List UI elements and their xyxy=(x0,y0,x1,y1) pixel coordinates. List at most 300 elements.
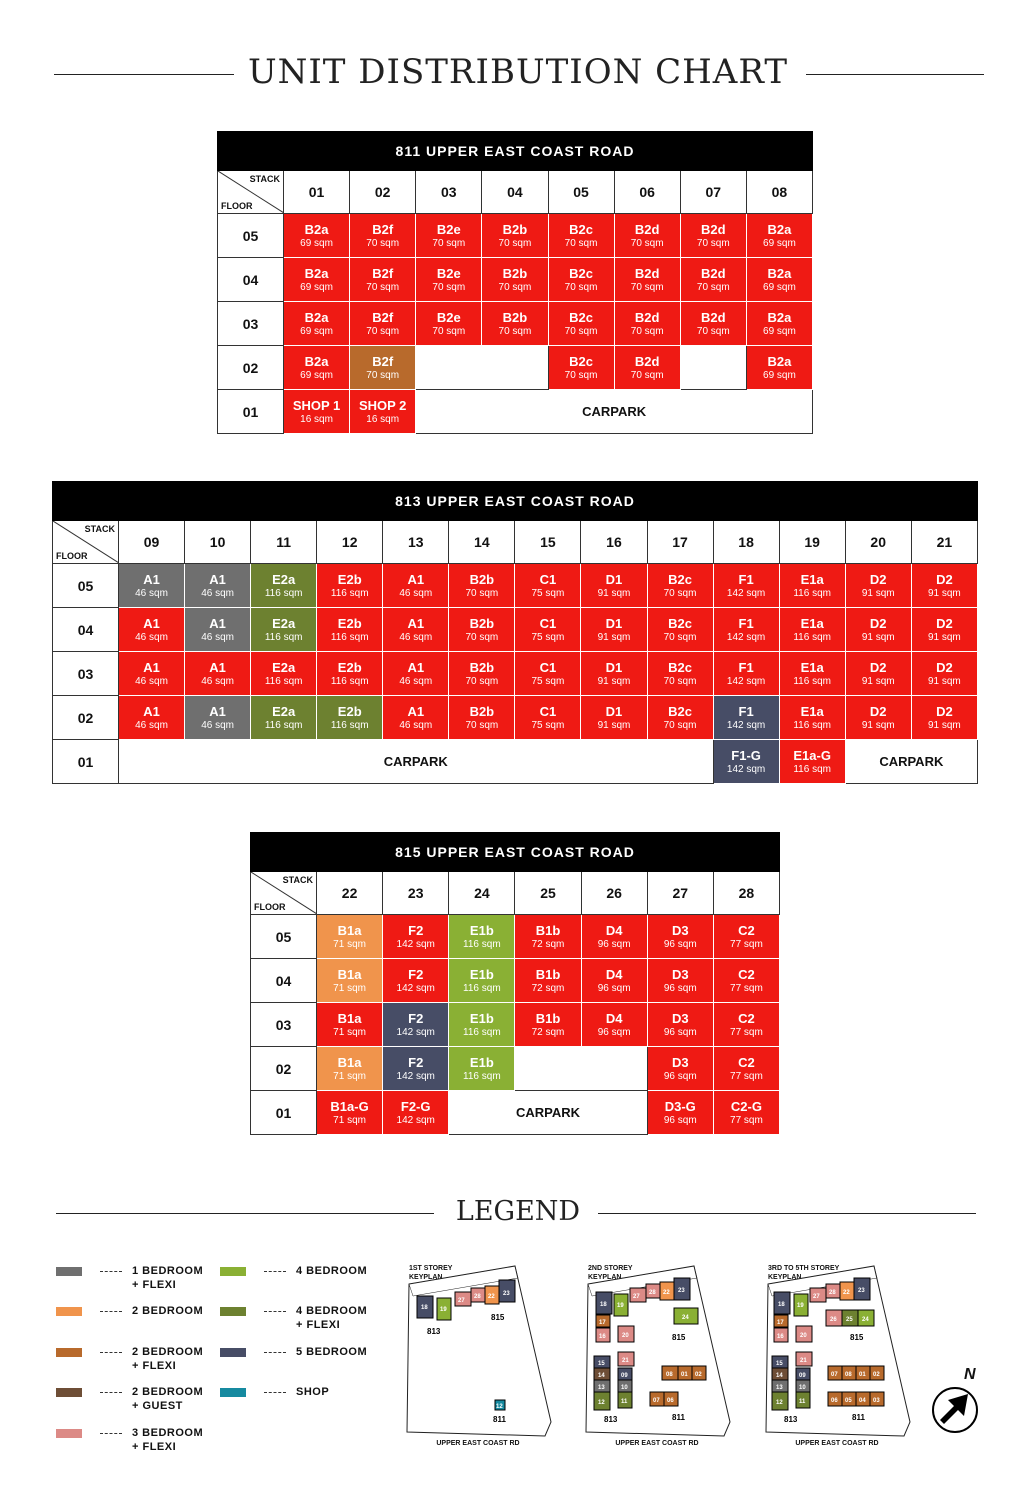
unit-cell[interactable] xyxy=(317,915,383,959)
unit-area: 69 sqm xyxy=(763,281,796,293)
unit-area: 91 sqm xyxy=(927,719,961,731)
unit-type: A1 xyxy=(143,703,160,719)
unit-area: 77 sqm xyxy=(730,1026,763,1038)
unit-area: 75 sqm xyxy=(531,631,565,643)
stack-header: 03 xyxy=(416,171,482,214)
unit-cell[interactable] xyxy=(449,1003,515,1047)
unit-type: E2b xyxy=(337,615,362,631)
unit-cell[interactable] xyxy=(713,652,779,696)
legend-swatch xyxy=(220,1348,246,1357)
unit-cell[interactable] xyxy=(647,1091,713,1135)
unit-cell[interactable] xyxy=(317,1047,383,1091)
unit-area: 46 sqm xyxy=(399,587,433,599)
unit-type: B2d xyxy=(634,265,660,281)
unit-cell[interactable] xyxy=(614,214,680,258)
unit-cell[interactable] xyxy=(647,1047,713,1091)
svg-text:18: 18 xyxy=(778,1302,785,1308)
floor-header: 03 xyxy=(251,1003,317,1047)
unit-cell[interactable] xyxy=(647,915,713,959)
legend-label: 2 BEDROOM + GUEST xyxy=(132,1386,204,1412)
empty-cell xyxy=(416,346,548,390)
unit-cell[interactable] xyxy=(119,652,185,696)
svg-text:20: 20 xyxy=(622,1333,629,1339)
unit-area: 69 sqm xyxy=(300,281,333,293)
unit-area: 69 sqm xyxy=(763,369,796,381)
svg-text:22: 22 xyxy=(663,1290,670,1296)
keyplan1-label-23: 23 xyxy=(503,1291,510,1297)
unit-type: B2f xyxy=(372,309,394,325)
unit-cell[interactable] xyxy=(383,959,449,1003)
floor-header: 03 xyxy=(218,302,284,346)
unit-area: 70 sqm xyxy=(696,325,730,337)
unit-cell[interactable] xyxy=(581,564,647,608)
unit-cell[interactable] xyxy=(647,652,713,696)
unit-type: B2d xyxy=(701,309,726,325)
legend-dash xyxy=(264,1311,286,1312)
unit-type: B1a xyxy=(337,966,362,982)
unit-cell[interactable] xyxy=(911,608,977,652)
unit-cell[interactable] xyxy=(449,608,515,652)
unit-cell[interactable] xyxy=(515,959,581,1003)
unit-type: F1 xyxy=(738,615,754,631)
unit-cell[interactable] xyxy=(383,652,449,696)
unit-cell[interactable] xyxy=(185,608,251,652)
unit-cell[interactable] xyxy=(647,608,713,652)
unit-cell[interactable] xyxy=(317,1003,383,1047)
unit-type: B2d xyxy=(701,221,726,237)
legend-label: 4 BEDROOM + FLEXI xyxy=(296,1305,368,1331)
keyplan-title: 3RD TO 5TH STOREY KEYPLAN xyxy=(768,1265,840,1281)
svg-text:24: 24 xyxy=(862,1317,869,1323)
unit-type: F1-G xyxy=(731,747,761,763)
unit-cell[interactable] xyxy=(581,608,647,652)
unit-area: 70 sqm xyxy=(663,631,697,643)
stack-header: 13 xyxy=(383,521,449,564)
unit-cell[interactable] xyxy=(779,740,845,784)
unit-cell[interactable] xyxy=(779,564,845,608)
unit-type: D1 xyxy=(605,659,623,675)
svg-text:13: 13 xyxy=(776,1385,783,1391)
unit-type: B2d xyxy=(634,221,660,237)
unit-type: D4 xyxy=(605,922,623,938)
unit-cell[interactable] xyxy=(350,346,416,390)
unit-cell[interactable] xyxy=(119,608,185,652)
legend-label: 2 BEDROOM + FLEXI xyxy=(132,1346,204,1372)
stack-label: STACK xyxy=(282,875,313,885)
unit-area: 70 sqm xyxy=(696,281,730,293)
unit-area: 91 sqm xyxy=(927,587,961,599)
unit-cell[interactable] xyxy=(251,564,317,608)
svg-text:10: 10 xyxy=(799,1385,806,1391)
keyplan-title: 1ST STOREY KEYPLAN xyxy=(409,1265,453,1281)
stack-header: 15 xyxy=(515,521,581,564)
svg-text:09: 09 xyxy=(799,1373,806,1379)
keyplan-road-label: UPPER EAST COAST RD xyxy=(615,1440,699,1447)
svg-text:02: 02 xyxy=(873,1372,880,1378)
unit-cell[interactable] xyxy=(548,302,614,346)
unit-type: D2 xyxy=(936,659,953,675)
keyplan1-label-22: 22 xyxy=(488,1294,495,1300)
unit-type: B2a xyxy=(767,221,792,237)
unit-area: 69 sqm xyxy=(300,325,333,337)
unit-type: C1 xyxy=(539,571,557,587)
unit-area: 16 sqm xyxy=(300,413,333,425)
unit-area: 91 sqm xyxy=(597,631,631,643)
floor-header: 02 xyxy=(218,346,284,390)
unit-cell[interactable] xyxy=(350,302,416,346)
unit-cell[interactable] xyxy=(185,696,251,740)
unit-cell[interactable] xyxy=(251,652,317,696)
svg-text:27: 27 xyxy=(633,1294,640,1300)
keyplan1-label-12: 12 xyxy=(496,1404,503,1410)
floor-header: 05 xyxy=(251,915,317,959)
unit-cell[interactable] xyxy=(284,302,350,346)
unit-area: 142 sqm xyxy=(396,1114,435,1126)
unit-area: 77 sqm xyxy=(730,982,763,994)
unit-type: B2a xyxy=(304,309,329,325)
unit-type: B2e xyxy=(436,265,461,281)
floor-header: 04 xyxy=(53,608,119,652)
unit-area: 71 sqm xyxy=(333,1114,366,1126)
unit-area: 71 sqm xyxy=(333,1070,366,1082)
unit-cell[interactable] xyxy=(713,608,779,652)
unit-type: B1b xyxy=(535,966,561,982)
unit-type: E2a xyxy=(272,571,296,587)
unit-type: A1 xyxy=(209,571,226,587)
unit-type: B2b xyxy=(502,221,528,237)
unit-cell[interactable] xyxy=(515,608,581,652)
unit-cell[interactable] xyxy=(317,564,383,608)
svg-text:02: 02 xyxy=(695,1372,702,1378)
svg-text:10: 10 xyxy=(621,1385,628,1391)
unit-cell[interactable] xyxy=(911,652,977,696)
unit-cell[interactable] xyxy=(713,959,779,1003)
unit-cell[interactable] xyxy=(713,696,779,740)
unit-area: 91 sqm xyxy=(597,587,631,599)
page-title: UNIT DISTRIBUTION CHART xyxy=(247,52,789,92)
unit-cell[interactable] xyxy=(449,915,515,959)
unit-cell[interactable] xyxy=(449,696,515,740)
compass xyxy=(930,1368,984,1438)
unit-area: 70 sqm xyxy=(564,281,598,293)
unit-type: F1 xyxy=(738,703,754,719)
unit-cell[interactable] xyxy=(416,258,482,302)
unit-area: 96 sqm xyxy=(663,1026,697,1038)
stack-header: 07 xyxy=(680,171,746,214)
unit-type: A1 xyxy=(209,615,226,631)
unit-area: 75 sqm xyxy=(531,719,565,731)
legend-swatch xyxy=(220,1267,246,1276)
svg-text:04: 04 xyxy=(859,1398,866,1404)
unit-area: 116 sqm xyxy=(330,719,369,731)
unit-cell[interactable] xyxy=(317,652,383,696)
unit-area: 70 sqm xyxy=(663,675,697,687)
unit-area: 70 sqm xyxy=(366,281,400,293)
unit-type: B1b xyxy=(535,1010,561,1026)
unit-area: 69 sqm xyxy=(300,237,333,249)
unit-area: 70 sqm xyxy=(465,631,499,643)
unit-area: 116 sqm xyxy=(330,587,369,599)
unit-cell[interactable] xyxy=(845,696,911,740)
unit-area: 116 sqm xyxy=(793,763,831,775)
unit-type: E1a xyxy=(800,571,824,587)
unit-area: 96 sqm xyxy=(597,938,631,950)
unit-cell[interactable] xyxy=(713,564,779,608)
legend-item xyxy=(220,1345,367,1359)
unit-cell[interactable] xyxy=(911,696,977,740)
svg-text:13: 13 xyxy=(598,1385,605,1391)
unit-area: 72 sqm xyxy=(531,982,565,994)
unit-cell[interactable] xyxy=(713,740,779,784)
unit-type: E2b xyxy=(337,703,362,719)
unit-type: B2a xyxy=(767,309,792,325)
unit-cell[interactable] xyxy=(449,1047,515,1091)
unit-cell[interactable] xyxy=(482,258,548,302)
unit-cell[interactable] xyxy=(647,696,713,740)
unit-type: A1 xyxy=(143,615,160,631)
unit-cell[interactable] xyxy=(548,346,614,390)
unit-cell[interactable] xyxy=(383,564,449,608)
unit-type: C2-G xyxy=(730,1098,762,1114)
unit-area: 142 sqm xyxy=(396,1070,435,1082)
unit-area: 72 sqm xyxy=(531,1026,565,1038)
unit-cell[interactable] xyxy=(680,214,746,258)
unit-area: 46 sqm xyxy=(399,675,433,687)
floor-header: 04 xyxy=(251,959,317,1003)
legend-dash xyxy=(100,1352,122,1353)
unit-cell[interactable] xyxy=(581,696,647,740)
unit-cell[interactable] xyxy=(383,1091,449,1135)
unit-cell[interactable] xyxy=(614,258,680,302)
unit-cell[interactable] xyxy=(845,652,911,696)
unit-cell[interactable] xyxy=(713,1091,779,1135)
carpark-cell: CARPARK xyxy=(416,390,813,434)
unit-cell[interactable] xyxy=(515,1003,581,1047)
unit-type: C2 xyxy=(738,1010,755,1026)
svg-text:11: 11 xyxy=(799,1399,806,1405)
unit-cell[interactable] xyxy=(449,564,515,608)
unit-cell[interactable] xyxy=(416,302,482,346)
block-title: 815 UPPER EAST COAST ROAD xyxy=(251,833,780,872)
unit-cell[interactable] xyxy=(911,564,977,608)
stack-header: 24 xyxy=(449,872,515,915)
unit-area: 46 sqm xyxy=(399,631,433,643)
unit-cell[interactable] xyxy=(350,390,416,434)
unit-area: 46 sqm xyxy=(399,719,433,731)
unit-cell[interactable] xyxy=(482,302,548,346)
unit-cell[interactable] xyxy=(548,258,614,302)
stack-header: 12 xyxy=(317,521,383,564)
unit-cell[interactable] xyxy=(251,696,317,740)
unit-cell[interactable] xyxy=(713,915,779,959)
unit-type: B2c xyxy=(668,571,692,587)
unit-cell[interactable] xyxy=(647,564,713,608)
unit-type: D1 xyxy=(605,703,623,719)
unit-cell[interactable] xyxy=(284,346,350,390)
unit-type: B2b xyxy=(469,615,495,631)
unit-cell[interactable] xyxy=(746,346,812,390)
unit-cell[interactable] xyxy=(713,1047,779,1091)
unit-cell[interactable] xyxy=(515,652,581,696)
unit-cell[interactable] xyxy=(581,652,647,696)
unit-cell[interactable] xyxy=(680,258,746,302)
unit-type: B2e xyxy=(436,221,461,237)
unit-cell[interactable] xyxy=(317,696,383,740)
unit-cell[interactable] xyxy=(449,959,515,1003)
unit-cell[interactable] xyxy=(647,1003,713,1047)
svg-text:26: 26 xyxy=(830,1317,837,1323)
unit-area: 91 sqm xyxy=(861,631,895,643)
unit-type: B2a xyxy=(767,353,792,369)
unit-cell[interactable] xyxy=(449,652,515,696)
unit-area: 116 sqm xyxy=(264,587,303,599)
svg-text:05: 05 xyxy=(845,1398,852,1404)
unit-type: B2c xyxy=(569,265,593,281)
unit-cell[interactable] xyxy=(284,258,350,302)
unit-cell[interactable] xyxy=(515,915,581,959)
unit-area: 96 sqm xyxy=(597,1026,631,1038)
unit-cell[interactable] xyxy=(383,1003,449,1047)
unit-area: 70 sqm xyxy=(498,281,532,293)
svg-text:23: 23 xyxy=(678,1288,685,1294)
unit-type: F2 xyxy=(408,1010,424,1026)
unit-cell[interactable] xyxy=(779,696,845,740)
unit-cell[interactable] xyxy=(383,915,449,959)
stack-header: 27 xyxy=(647,872,713,915)
stack-header: 16 xyxy=(581,521,647,564)
unit-cell[interactable] xyxy=(350,214,416,258)
unit-cell[interactable] xyxy=(614,302,680,346)
unit-type: D4 xyxy=(605,1010,623,1026)
unit-cell[interactable] xyxy=(746,214,812,258)
carpark-cell: CARPARK xyxy=(449,1091,647,1135)
svg-text:28: 28 xyxy=(829,1290,836,1296)
unit-type: D2 xyxy=(936,571,953,587)
unit-cell[interactable] xyxy=(581,915,647,959)
stack-header: 26 xyxy=(581,872,647,915)
unit-cell[interactable] xyxy=(350,258,416,302)
unit-cell[interactable] xyxy=(119,696,185,740)
unit-cell[interactable] xyxy=(581,1003,647,1047)
unit-cell[interactable] xyxy=(416,214,482,258)
unit-area: 91 sqm xyxy=(861,719,895,731)
svg-text:15: 15 xyxy=(598,1361,605,1367)
unit-area: 70 sqm xyxy=(663,587,697,599)
keyplan-3rd-5th-storey xyxy=(762,1262,912,1447)
svg-text:03: 03 xyxy=(873,1398,880,1404)
unit-cell[interactable] xyxy=(647,959,713,1003)
unit-type: E1b xyxy=(469,1054,494,1070)
stack-header: 28 xyxy=(713,872,779,915)
unit-area: 46 sqm xyxy=(201,631,234,643)
unit-area: 70 sqm xyxy=(366,237,400,249)
unit-area: 69 sqm xyxy=(300,369,333,381)
unit-cell[interactable] xyxy=(317,959,383,1003)
unit-cell[interactable] xyxy=(383,1047,449,1091)
unit-area: 46 sqm xyxy=(201,587,234,599)
unit-cell[interactable] xyxy=(119,564,185,608)
unit-type: F1 xyxy=(738,571,754,587)
unit-cell[interactable] xyxy=(779,652,845,696)
unit-cell[interactable] xyxy=(317,1091,383,1135)
svg-text:21: 21 xyxy=(622,1358,629,1364)
unit-cell[interactable] xyxy=(317,608,383,652)
stack-header: 22 xyxy=(317,872,383,915)
unit-cell[interactable] xyxy=(515,696,581,740)
legend-label: 2 BEDROOM xyxy=(132,1305,204,1317)
unit-area: 70 sqm xyxy=(465,675,499,687)
unit-type: E2b xyxy=(337,659,362,675)
unit-cell[interactable] xyxy=(845,608,911,652)
unit-cell[interactable] xyxy=(383,696,449,740)
unit-type: A1 xyxy=(209,659,226,675)
unit-cell[interactable] xyxy=(284,390,350,434)
unit-type: B2c xyxy=(569,309,593,325)
svg-text:05: 05 xyxy=(653,1386,660,1392)
unit-cell[interactable] xyxy=(845,564,911,608)
floor-label: FLOOR xyxy=(254,902,286,912)
unit-cell[interactable] xyxy=(680,302,746,346)
unit-cell[interactable] xyxy=(779,608,845,652)
unit-cell[interactable] xyxy=(251,608,317,652)
unit-type: E2a xyxy=(272,703,296,719)
unit-type: C2 xyxy=(738,966,755,982)
stack-header: 04 xyxy=(482,171,548,214)
stack-header: 09 xyxy=(119,521,185,564)
legend-dash xyxy=(100,1433,122,1434)
unit-type: B2b xyxy=(469,659,495,675)
unit-cell[interactable] xyxy=(482,214,548,258)
unit-type: C1 xyxy=(539,615,557,631)
unit-type: B2c xyxy=(668,615,692,631)
unit-area: 91 sqm xyxy=(597,719,631,731)
unit-area: 70 sqm xyxy=(432,325,466,337)
unit-cell[interactable] xyxy=(548,214,614,258)
unit-cell[interactable] xyxy=(746,258,812,302)
legend-label: 3 BEDROOM + FLEXI xyxy=(132,1427,204,1453)
unit-area: 96 sqm xyxy=(663,982,697,994)
legend-item xyxy=(220,1385,329,1399)
unit-cell[interactable] xyxy=(383,608,449,652)
stack-header: 20 xyxy=(845,521,911,564)
unit-cell[interactable] xyxy=(185,564,251,608)
floor-header: 05 xyxy=(53,564,119,608)
stack-header: 18 xyxy=(713,521,779,564)
unit-cell[interactable] xyxy=(581,959,647,1003)
floor-header: 01 xyxy=(218,390,284,434)
unit-type: D2 xyxy=(936,703,953,719)
unit-cell[interactable] xyxy=(746,302,812,346)
stack-header: 08 xyxy=(746,171,812,214)
unit-cell[interactable] xyxy=(614,346,680,390)
unit-area: 116 sqm xyxy=(793,675,831,687)
unit-area: 116 sqm xyxy=(264,631,303,643)
keyplan-2nd-storey xyxy=(582,1262,732,1447)
unit-cell[interactable] xyxy=(713,1003,779,1047)
unit-area: 70 sqm xyxy=(696,237,730,249)
svg-text:11: 11 xyxy=(621,1399,628,1405)
unit-area: 46 sqm xyxy=(135,675,168,687)
unit-cell[interactable] xyxy=(515,564,581,608)
unit-area: 91 sqm xyxy=(597,675,631,687)
legend-swatch xyxy=(220,1388,246,1397)
unit-cell[interactable] xyxy=(185,652,251,696)
unit-area: 116 sqm xyxy=(264,719,303,731)
unit-cell[interactable] xyxy=(284,214,350,258)
unit-area: 116 sqm xyxy=(264,675,303,687)
unit-type: SHOP 2 xyxy=(358,397,407,413)
unit-type: D3 xyxy=(671,1054,689,1070)
